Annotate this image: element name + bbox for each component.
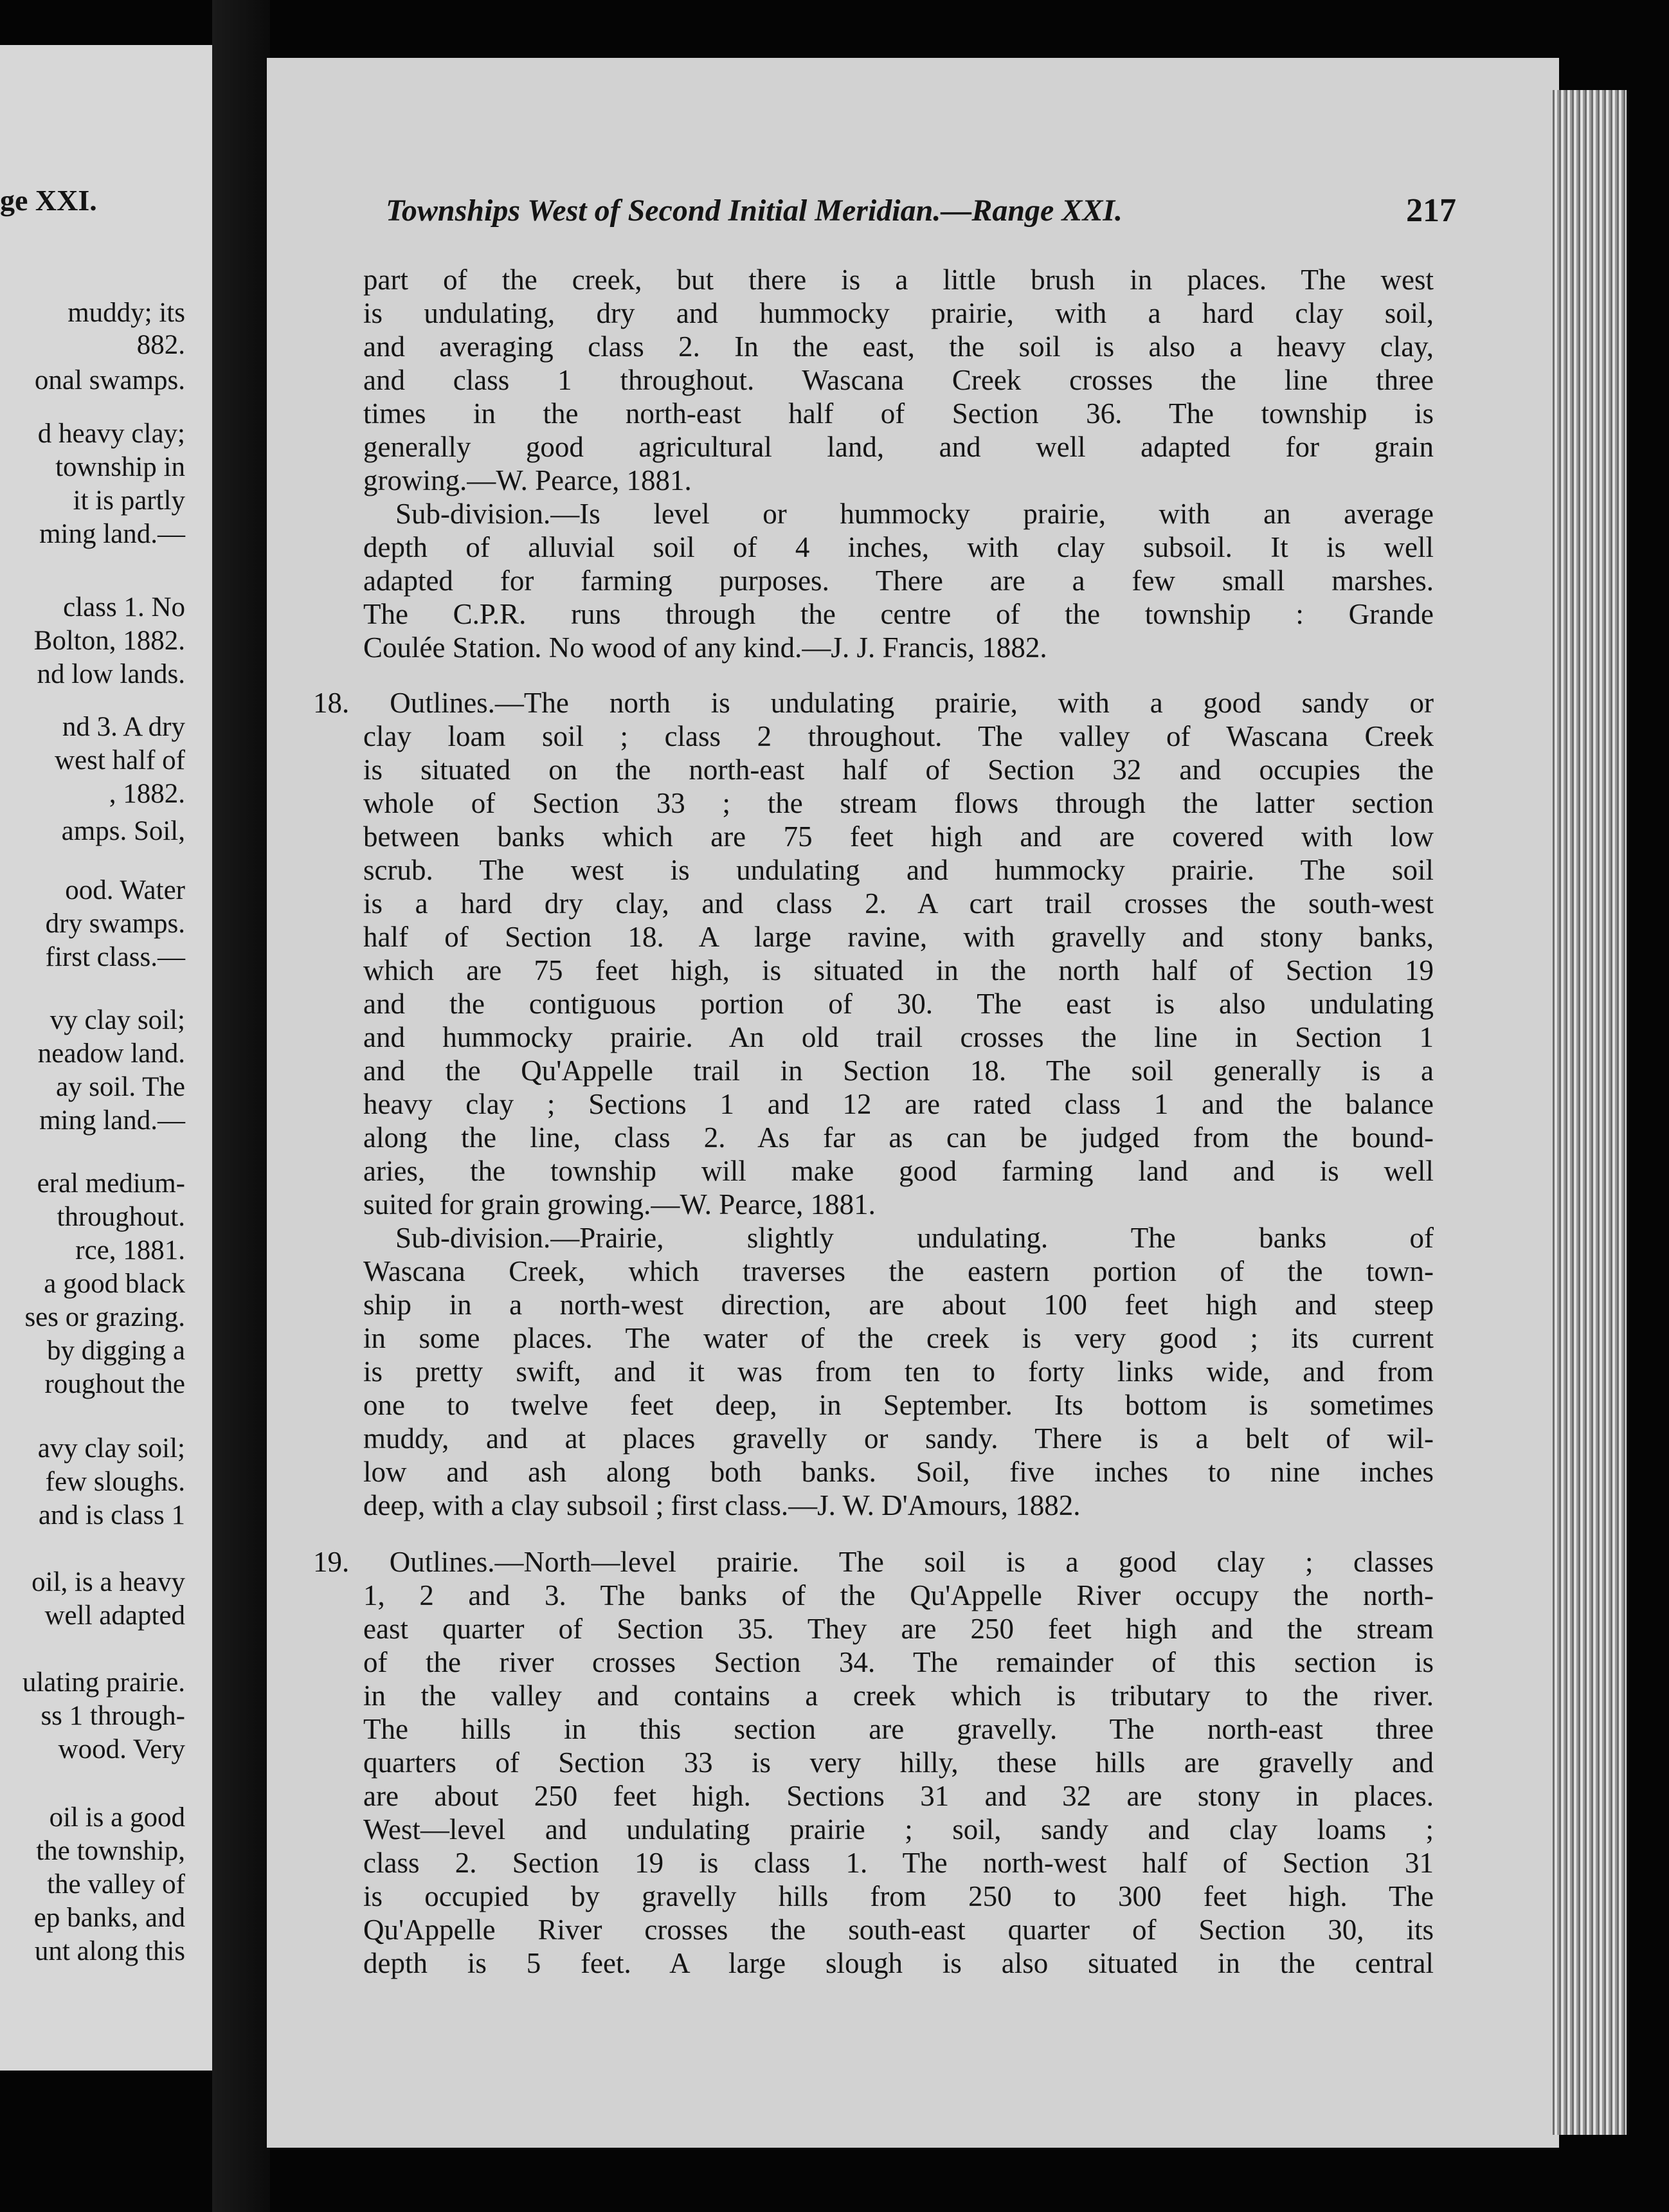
book-gutter bbox=[212, 0, 270, 2212]
text-line: one to twelve feet deep, in September. Its bottom is sometimes bbox=[363, 1389, 1434, 1421]
text-line: depth is 5 feet. A large slough is also situated in the central bbox=[363, 1947, 1434, 1979]
left-line: well adapted bbox=[44, 1600, 185, 1631]
right-page bbox=[267, 58, 1559, 2148]
text-line: are about 250 feet high. Sections 31 and 32 are stony in places. bbox=[363, 1780, 1434, 1812]
left-line: vy clay soil; bbox=[50, 1005, 185, 1035]
text-line: The C.P.R. runs through the centre of the township : Grande bbox=[363, 598, 1434, 630]
text-line: quarters of Section 33 is very hilly, these hills are gravelly and bbox=[363, 1746, 1434, 1779]
left-line: ulating prairie. bbox=[22, 1667, 185, 1698]
text-line: Coulée Station. No wood of any kind.—J. J. Francis, 1882. bbox=[363, 631, 1047, 664]
text-line: east quarter of Section 35. They are 250 feet high and the stream bbox=[363, 1613, 1434, 1645]
text-line: Qu'Appelle River crosses the south-east quarter of Section 30, its bbox=[363, 1914, 1434, 1946]
text-line: is occupied by gravelly hills from 250 to 300 feet high. The bbox=[363, 1880, 1434, 1912]
text-line: and the Qu'Appelle trail in Section 18. The soil generally is a bbox=[363, 1055, 1434, 1087]
text-line: is pretty swift, and it was from ten to forty links wide, and from bbox=[363, 1355, 1434, 1388]
text-line: muddy, and at places gravelly or sandy. There is a belt of wil- bbox=[363, 1422, 1434, 1455]
left-line: Bolton, 1882. bbox=[33, 626, 185, 656]
left-line: it is partly bbox=[73, 485, 185, 516]
section-18-first-line: 18. Outlines.—The north is undulating prairie, with a good sandy or bbox=[313, 687, 1434, 719]
left-line: ming land.— bbox=[39, 1105, 185, 1136]
left-line: west half of bbox=[55, 745, 185, 775]
text-line: times in the north-east half of Section 36. The township is bbox=[363, 397, 1434, 430]
page-number: 217 bbox=[1406, 192, 1456, 229]
left-line: amps. Soil, bbox=[61, 816, 185, 846]
text-line: Wascana Creek, which traverses the eastern portion of the town- bbox=[363, 1255, 1434, 1287]
text-line: whole of Section 33 ; the stream flows through the latter section bbox=[363, 787, 1434, 819]
left-line: the valley of bbox=[47, 1869, 185, 1899]
text-line: along the line, class 2. As far as can be judged from the bound- bbox=[363, 1121, 1434, 1154]
left-line: oil is a good bbox=[49, 1802, 185, 1833]
text-line: The hills in this section are gravelly. The north-east three bbox=[363, 1713, 1434, 1745]
left-line: d heavy clay; bbox=[37, 419, 185, 449]
text-line: 1, 2 and 3. The banks of the Qu'Appelle River occupy the north- bbox=[363, 1579, 1434, 1611]
left-line: by digging a bbox=[47, 1336, 185, 1366]
left-line: ay soil. The bbox=[55, 1072, 185, 1102]
left-line: nd 3. A dry bbox=[62, 712, 185, 742]
text-line: class 2. Section 19 is class 1. The north-west half of Section 31 bbox=[363, 1847, 1434, 1879]
text-line: aries, the township will make good farming land and is well bbox=[363, 1155, 1434, 1187]
left-line: neadow land. bbox=[37, 1038, 185, 1069]
left-line: ep banks, and bbox=[33, 1903, 185, 1933]
text-line: deep, with a clay subsoil ; first class.—J. W. D'Amours, 1882. bbox=[363, 1489, 1081, 1521]
left-page bbox=[0, 45, 225, 2071]
text-line: is situated on the north-east half of Section 32 and occupies the bbox=[363, 754, 1434, 786]
left-line: 882. bbox=[136, 330, 185, 360]
text-line: of the river crosses Section 34. The remainder of this section is bbox=[363, 1646, 1434, 1678]
text-line: West—level and undulating prairie ; soil, sandy and clay loams ; bbox=[363, 1813, 1434, 1845]
text-line: depth of alluvial soil of 4 inches, with clay subsoil. It is well bbox=[363, 531, 1434, 563]
left-line: eral medium- bbox=[37, 1168, 185, 1199]
left-line: , 1882. bbox=[109, 779, 185, 809]
left-line: a good black bbox=[44, 1269, 185, 1299]
left-line: nd low lands. bbox=[37, 659, 185, 689]
text-line: suited for grain growing.—W. Pearce, 1881. bbox=[363, 1188, 876, 1220]
text-line: growing.—W. Pearce, 1881. bbox=[363, 464, 692, 496]
left-line: class 1. No bbox=[63, 592, 185, 622]
text-line: clay loam soil ; class 2 throughout. The valley of Wascana Creek bbox=[363, 720, 1434, 752]
text-line: generally good agricultural land, and well adapted for grain bbox=[363, 431, 1434, 463]
left-line: onal swamps. bbox=[34, 365, 185, 395]
left-line: dry swamps. bbox=[45, 909, 185, 939]
left-line: and is class 1 bbox=[38, 1500, 185, 1530]
left-line: unt along this bbox=[34, 1936, 185, 1966]
left-line: ses or grazing. bbox=[24, 1302, 185, 1332]
page-edges bbox=[1553, 90, 1627, 2135]
text-line: half of Section 18. A large ravine, with gravelly and stony banks, bbox=[363, 921, 1434, 953]
text-line: between banks which are 75 feet high and are covered with low bbox=[363, 820, 1434, 853]
text-line: in some places. The water of the creek is very good ; its current bbox=[363, 1322, 1434, 1354]
left-line: the township, bbox=[36, 1836, 185, 1866]
text-line: and hummocky prairie. An old trail crosses the line in Section 1 bbox=[363, 1021, 1434, 1053]
text-line: and class 1 throughout. Wascana Creek crosses the line three bbox=[363, 364, 1434, 396]
text-line: scrub. The west is undulating and hummocky prairie. The soil bbox=[363, 854, 1434, 886]
left-line: roughout the bbox=[44, 1369, 185, 1399]
left-line: first class.— bbox=[45, 942, 185, 972]
left-line: oil, is a heavy bbox=[32, 1567, 185, 1597]
text-line: Sub-division.—Is level or hummocky prairie, with an average bbox=[395, 498, 1434, 530]
left-line: avy clay soil; bbox=[37, 1433, 185, 1464]
running-header bbox=[386, 193, 1456, 238]
left-line: few sloughs. bbox=[45, 1467, 185, 1497]
left-line: rce, 1881. bbox=[75, 1235, 185, 1265]
text-line: low and ash along both banks. Soil, five inches to nine inches bbox=[363, 1456, 1434, 1488]
text-line: is undulating, dry and hummocky prairie, with a hard clay soil, bbox=[363, 297, 1434, 329]
text-line: adapted for farming purposes. There are a few small marshes. bbox=[363, 565, 1434, 597]
left-line: township in bbox=[55, 452, 185, 482]
left-line: throughout. bbox=[57, 1202, 185, 1232]
left-line: ss 1 through- bbox=[41, 1701, 185, 1731]
section-19-first-line: 19. Outlines.—North—level prairie. The soil is a good clay ; classes bbox=[313, 1546, 1434, 1578]
text-line: in the valley and contains a creek which is tributary to the river. bbox=[363, 1680, 1434, 1712]
text-line: and averaging class 2. In the east, the soil is also a heavy clay, bbox=[363, 331, 1434, 363]
left-line: ming land.— bbox=[39, 519, 185, 549]
text-line: which are 75 feet high, is situated in the north half of Section 19 bbox=[363, 954, 1434, 986]
left-page-heading: ge XXI. bbox=[0, 184, 97, 217]
left-line: wood. Very bbox=[58, 1734, 185, 1764]
text-line: ship in a north-west direction, are about 100 feet high and steep bbox=[363, 1289, 1434, 1321]
text-line: heavy clay ; Sections 1 and 12 are rated class 1 and the balance bbox=[363, 1088, 1434, 1120]
text-line: is a hard dry clay, and class 2. A cart trail crosses the south-west bbox=[363, 887, 1434, 920]
left-line: muddy; its bbox=[68, 298, 185, 328]
text-line: and the contiguous portion of 30. The east is also undulating bbox=[363, 988, 1434, 1020]
running-title: Townships West of Second Initial Meridian.—Range XXI. bbox=[386, 194, 1123, 228]
text-line: part of the creek, but there is a little brush in places. The west bbox=[363, 264, 1434, 296]
text-line: Sub-division.—Prairie, slightly undulating. The banks of bbox=[395, 1222, 1434, 1254]
left-line: ood. Water bbox=[65, 875, 185, 905]
